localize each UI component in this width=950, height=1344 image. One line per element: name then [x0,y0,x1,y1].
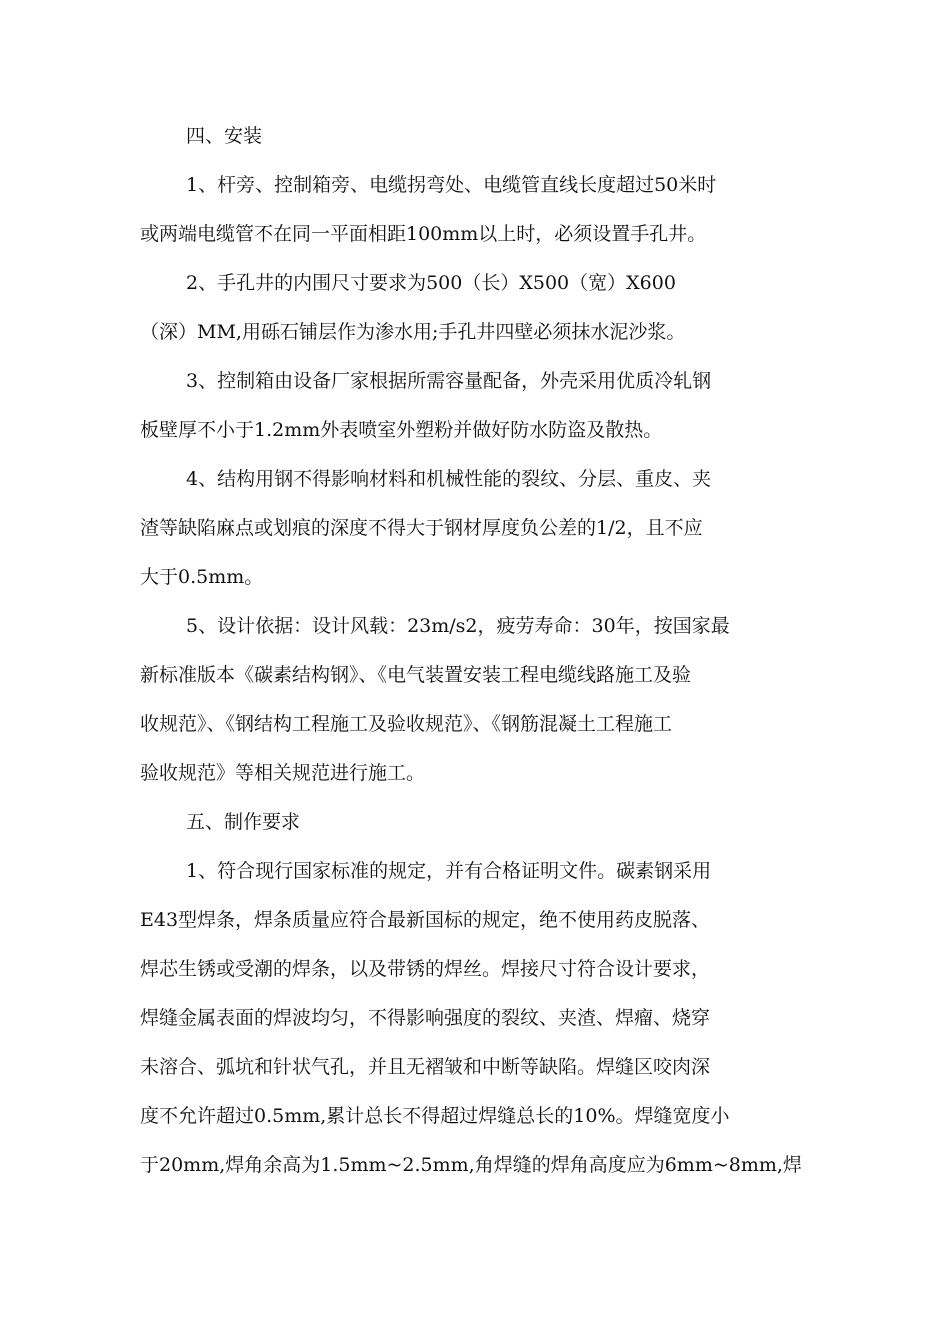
paragraph-line: （深）MM,用砾石铺层作为渗水用;手孔井四壁必须抹水泥沙浆。 [140,321,686,343]
paragraph-line: 3、控制箱由设备厂家根据所需容量配备，外壳采用优质冷轧钢 [186,370,712,392]
paragraph-line: 5、设计依据：设计风载：23m/s2，疲劳寿命：30年，按国家最 [186,615,730,637]
paragraph-line: 渣等缺陷麻点或划痕的深度不得大于钢材厚度负公差的1/2，且不应 [140,517,703,539]
paragraph-line: 度不允许超过0.5mm,累计总长不得超过焊缝总长的10%。焊缝宽度小 [140,1105,730,1127]
paragraph-line: 大于0.5mm。 [140,566,264,588]
paragraph-line: 新标准版本《碳素结构钢》、《电气装置安装工程电缆线路施工及验 [140,664,692,686]
section-heading-installation: 四、安装 [186,125,263,147]
paragraph-line: 未溶合、弧坑和针状气孔，并且无褶皱和中断等缺陷。焊缝区咬肉深 [140,1056,711,1078]
paragraph-line: 1、符合现行国家标准的规定，并有合格证明文件。碳素钢采用 [186,860,712,882]
paragraph-line: 或两端电缆管不在同一平面相距100mm以上时，必须设置手孔井。 [140,223,707,245]
paragraph-line: 焊芯生锈或受潮的焊条，以及带锈的焊丝。焊接尺寸符合设计要求， [140,958,711,980]
paragraph-line: 2、手孔井的内围尺寸要求为500（长）X500（宽）X600 [186,272,676,294]
paragraph-line: 4、结构用钢不得影响材料和机械性能的裂纹、分层、重皮、夹 [186,468,712,490]
paragraph-line: 1、杆旁、控制箱旁、电缆拐弯处、电缆管直线长度超过50米时 [186,174,717,196]
paragraph-line: 焊缝金属表面的焊波均匀，不得影响强度的裂纹、夹渣、焊瘤、烧穿 [140,1007,711,1029]
paragraph-line: 板壁厚不小于1.2mm外表喷室外塑粉并做好防水防盗及散热。 [140,419,663,441]
paragraph-line: E43型焊条，焊条质量应符合最新国标的规定，绝不使用药皮脱落、 [140,909,711,931]
document-body [140,112,822,1190]
paragraph-line: 收规范》、《钢结构工程施工及验收规范》、《钢筋混凝土工程施工 [140,713,673,735]
paragraph-line: 验收规范》等相关规范进行施工。 [140,762,426,784]
paragraph-line: 于20mm,焊角余高为1.5mm~2.5mm,角焊缝的焊角高度应为6mm~8mm,焊 [140,1154,802,1176]
section-heading-fabrication: 五、制作要求 [186,811,301,833]
